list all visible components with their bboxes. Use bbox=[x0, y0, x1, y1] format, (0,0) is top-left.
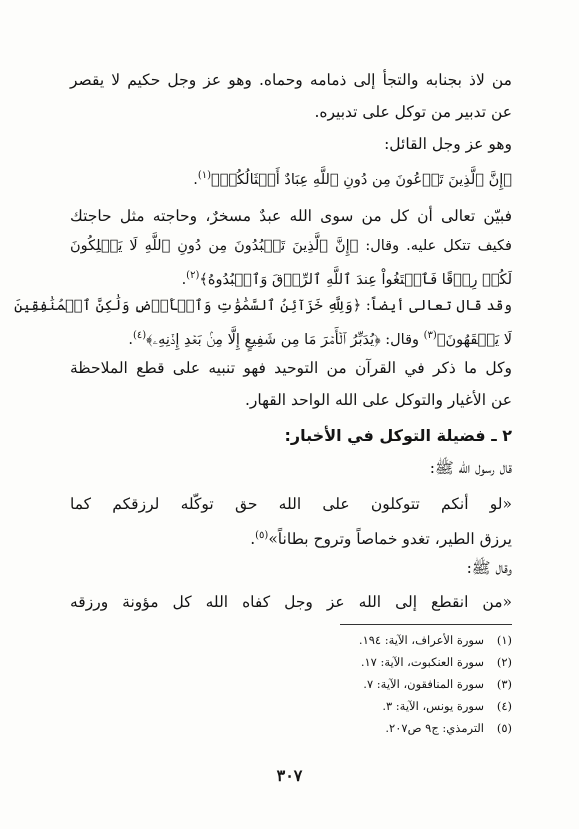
verse-line-1: ﴿إِنَّ ٱلَّذِينَ تَدۡعُونَ مِن دُونِ ٱللَّهِ عِبَادٌ أَمۡثَالُكُمۡ﴾$^{(١)}$. bbox=[193, 170, 512, 188]
body-line-6: فكيف تتكل عليه. وقال: ﴿إِنَّ ٱلَّذِينَ تَعۡبُدُونَ مِن دُونِ ٱللَّهِ لَا يَمۡلِكُونَ bbox=[70, 238, 512, 254]
body-line-1: من لاذ بجنابه والتجأ إلى ذمامه وحماه. وهو عز وجل حكيم لا يقصر bbox=[70, 71, 512, 89]
footnote-ref-1: (١) bbox=[197, 170, 212, 181]
hadith-line-3: «من انقطع إلى الله عز وجل كفاه الله كل مؤونة ورزقه bbox=[70, 593, 512, 611]
body-line-11: عن الأغيار والتوكل على الله الواحد القهار. bbox=[244, 391, 512, 409]
section-heading: ٢ ـ فضيلة التوكل في الأخبار: bbox=[284, 426, 512, 445]
footnote-text: سورة المنافقون، الآية: ٧. bbox=[363, 677, 484, 691]
footnote-number: (١) bbox=[496, 633, 512, 647]
verse-text: ﴿إِنَّ ٱلَّذِينَ تَدۡعُونَ مِن دُونِ ٱللَّهِ عِبَادٌ أَمۡثَالُكُمۡ﴾ bbox=[211, 172, 512, 188]
footnote-number: (٥) bbox=[496, 721, 512, 735]
verse-text: لَا يَفۡقَهُونَ﴾ bbox=[436, 332, 512, 348]
footnote-text: سورة الأعراف، الآية: ١٩٤. bbox=[358, 633, 484, 647]
footnote-separator bbox=[340, 624, 512, 625]
hadith-line-2: يرزق الطير، تغدو خماصاً وتروح بطاناً»$^{(٥)}$. bbox=[250, 530, 512, 548]
footnote-text: سورة يونس، الآية: ٣. bbox=[382, 699, 484, 713]
body-line-8: وقد قال تعالى أيضاً: ﴿وَلِلَّهِ خَزَآئِنُ ٱلسَّمَٰوَٰتِ وَٱلۡأَرۡضِ وَلَٰكِنَّ ٱلۡمُنَٰفِقِينَ bbox=[14, 298, 512, 314]
footnote-text: الترمذي: ج٩ ص٢٠٧. bbox=[385, 721, 484, 735]
verse-line-2: لَكُمۡ رِزۡقًا فَٱبۡتَغُواْ عِندَ ٱللَّهِ ٱلرِّزۡقَ وَٱعۡبُدُوهُ﴾$^{(٢)}$. bbox=[181, 270, 512, 288]
footnote-5 bbox=[200, 718, 512, 738]
hadith-text: يرزق الطير، تغدو خماصاً وتروح بطاناً» bbox=[268, 530, 512, 548]
footnote-ref-2: (٢) bbox=[186, 270, 200, 281]
footnote-number: (٣) bbox=[496, 677, 512, 691]
body-line-5: فبيّن تعالى أن كل من سوى الله عبدٌ مسخرٌ، وحاجته مثل حاجتك bbox=[70, 207, 512, 225]
body-line-17: وقال ﷺ: bbox=[466, 559, 512, 577]
page-number: ٣٠٧ bbox=[276, 766, 303, 785]
body-line-2: عن تدبير من توكل على تدبيره. bbox=[314, 103, 512, 121]
footnote-text: سورة العنكبوت، الآية: ١٧. bbox=[360, 655, 484, 669]
footnote-3 bbox=[200, 674, 512, 694]
verse-text: وقال: ﴿يُدَبِّرُ ٱلۡأَمۡرَ مَا مِن شَفِيعٍ إِلَّا مِنۢ بَعۡدِ إِذۡنِهِۦ﴾ bbox=[146, 332, 420, 348]
footnote-number: (٢) bbox=[496, 655, 512, 669]
footnote-ref-5: (٥) bbox=[255, 530, 269, 541]
verse-line-3: لَا يَفۡقَهُونَ﴾$^{(٣)}$ وقال: ﴿يُدَبِّرُ ٱلۡأَمۡرَ مَا مِن شَفِيعٍ إِلَّا مِنۢ بَعۡدِ إِذۡنِهِۦ﴾$^{(٤)}$. bbox=[128, 330, 512, 348]
footnote-ref-4: (٤) bbox=[132, 330, 147, 341]
footnote-number: (٤) bbox=[496, 699, 512, 713]
footnote-1 bbox=[200, 630, 512, 650]
footnote-2 bbox=[200, 652, 512, 672]
body-line-13: قال رسول الله ﷺ: bbox=[429, 459, 512, 477]
footnote-4 bbox=[200, 696, 512, 716]
body-line-10: وكل ما ذكر في القرآن من التوحيد فهو تنبيه على قطع الملاحظة bbox=[70, 359, 512, 377]
hadith-line-1: «لو أنكم تتوكلون على الله حق توكّله لرزقكم كما bbox=[70, 495, 512, 513]
verse-text: لَكُمۡ رِزۡقًا فَٱبۡتَغُواْ عِندَ ٱللَّهِ ٱلرِّزۡقَ وَٱعۡبُدُوهُ﴾ bbox=[199, 272, 512, 288]
body-line-3: وهو عز وجل القائل: bbox=[384, 135, 512, 153]
footnote-ref-3: (٣) bbox=[423, 330, 437, 341]
